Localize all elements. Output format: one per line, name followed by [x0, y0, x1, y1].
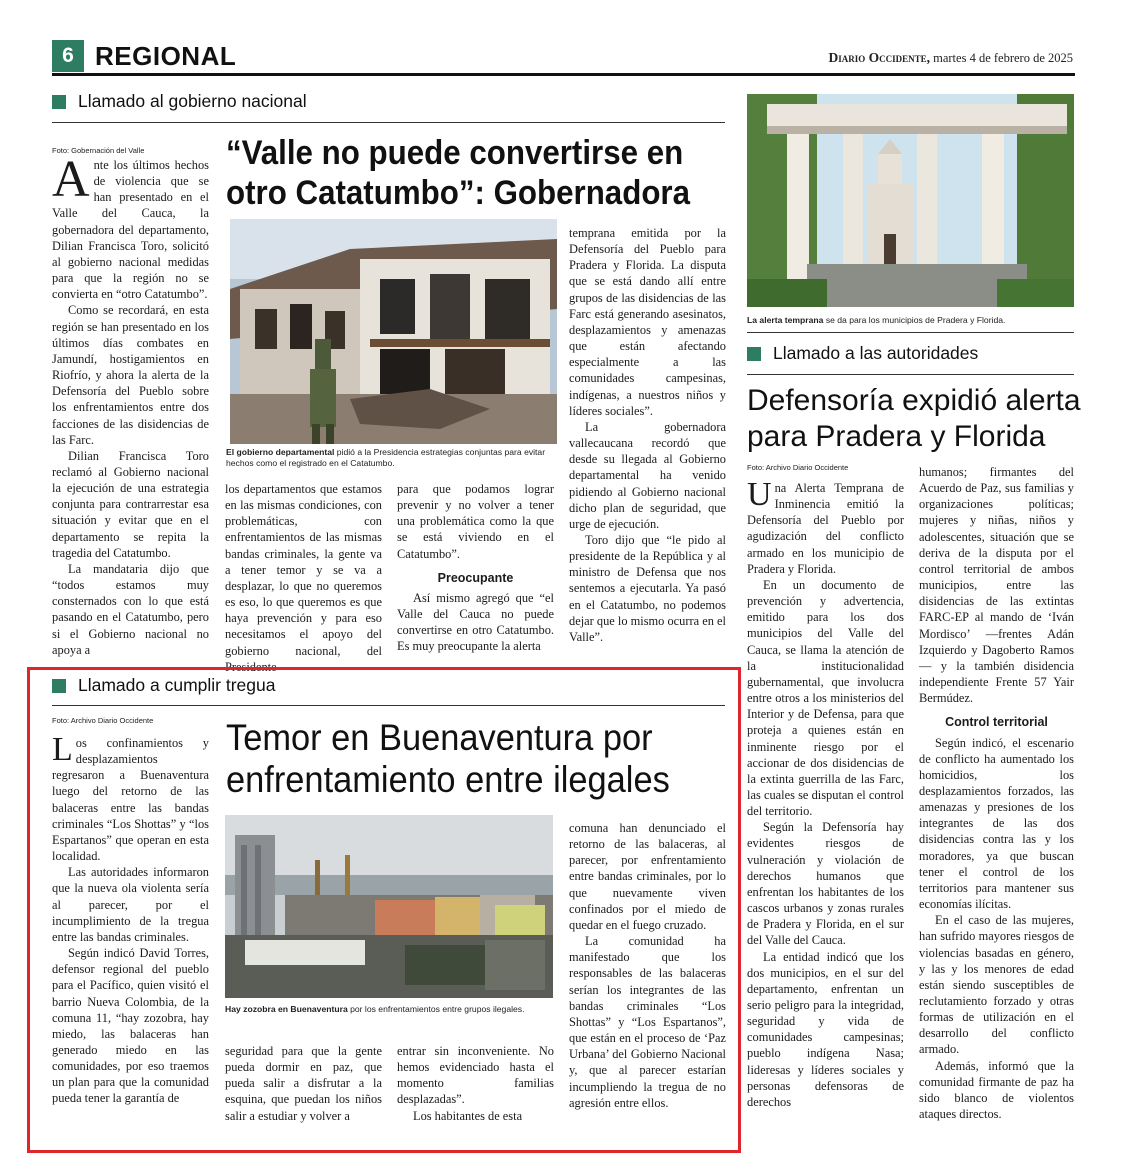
section-title: REGIONAL [95, 41, 237, 71]
paragraph: Los habitantes de esta [413, 1108, 523, 1123]
headline-line: otro Catatumbo”: Gobernadora [226, 174, 690, 212]
article3-column-3 [397, 1043, 554, 1135]
paragraph: Así mismo agregó que “el Valle del Cauca no puede convertirse en otro Catatumbo. Es muy preocupante la alerta [397, 590, 554, 654]
caption-text: por los enfrentamientos entre grupos ilegales. [350, 1004, 525, 1014]
caption-text: pidió a la Presidencia estrategias conjuntas para evitar hechos como el registrado en el Catatumbo. [226, 447, 546, 468]
paragraph [52, 731, 209, 864]
headline-line: para Pradera y Florida [747, 420, 1046, 453]
kicker-label: Llamado al gobierno nacional [78, 91, 307, 111]
article3-column-2 [225, 1043, 382, 1135]
header-rule [52, 73, 1075, 76]
photo-credit: Foto: Gobernación del Valle [52, 146, 145, 155]
paragraph: entrar sin inconveniente. No hemos evidenciado hasta el momento familias desplazadas”. [397, 1044, 554, 1107]
paragraph: seguridad para que la gente pueda dormir en paz, que pueda salir a disfrutar a la esquina, que puedan los niños salir a estudiar y volver a [225, 1044, 382, 1123]
paragraph: La mandataria dijo que “todos estamos muy consternados con lo que está pasando en el Catatumbo, pero si el Gobierno nacional no apoya a [52, 561, 209, 657]
paragraph: Como se recordará, en esta región se han presentado en los últimos días combates en Jamundí, hostigamientos en Riofrío, y ahora la alerta de la Defensoría del Pueblo sobre los enfrentamientos entre dos facciones de las disidencias de las Farc. [52, 303, 209, 447]
paragraph: Según la Defensoría hay evidentes riesgos de vulneración y violación de derechos humanos que enfrentan los habitantes de los cascos urbanos y zonas rurales de Pradera y Florida, en el sur del Valle del Cauca. [747, 820, 904, 948]
headline-line: enfrentamiento entre ilegales [226, 759, 670, 800]
photo-credit: Foto: Archivo Diario Occidente [747, 463, 849, 472]
drop-cap: A [52, 151, 90, 208]
paragraph: Además, informó que la comunidad firmante de paz ha sido blanco de violentos ataques directos. [919, 1058, 1074, 1122]
paragraph [52, 151, 209, 302]
article1-column-2 [225, 481, 382, 674]
article1-column-1 [52, 151, 209, 665]
kicker-rule [52, 705, 725, 706]
paragraph-text: os confinamientos y desplazamientos regresaron a Buenaventura luego del retorno de las balaceras entre las bandas criminales “Los Shottas” y “los Espartanos” que operan en esta localidad. [52, 736, 209, 864]
kicker-rule [52, 122, 725, 123]
paragraph: Según indicó, el escenario de conflicto ha aumentado los homicidios, los desplazamientos forzados, las amenazas y presiones de los integrantes de las dos disidencias contra las y los moradores, ya que buscan tener el control de los territorios para mantener sus economías ilícitas. [919, 735, 1074, 912]
article2-column-1 [747, 476, 904, 1130]
paragraph: los departamentos que estamos en las mismas condiciones, con problemáticas, con enfrentamientos de las mismas bandas criminales, la gente va a tener temor y se va a desplazar, lo que no queremos es eso, lo que queremos es que haya prevención y para eso necesitamos el apoyo del gobierno nacional, del Presidente [225, 482, 382, 674]
kicker-article2 [747, 343, 978, 364]
paragraph: La comunidad ha manifestado que los responsables de las balaceras serían los integrantes de las bandas criminales “Los Shottas” y “Los Espartanos”, que están en el proceso de ‘Paz Urbana’ del Gobierno Nacional y, que al parecer estarían incumpliendo la tregua de no agresión entre ellos. [569, 934, 726, 1110]
caption-rule [747, 332, 1074, 333]
article2-photo [747, 94, 1074, 307]
paragraph: para que podamos lograr prevenir y no volver a tener una problemática como la que se está viviendo en el Catatumbo”. [397, 482, 554, 561]
article3-column-4 [569, 820, 726, 1135]
article1-column-4 [569, 225, 726, 665]
kicker-rule [747, 374, 1074, 375]
paragraph-text: nte los últimos hechos de violencia que se han presentado en el Valle del Cauca, la gobernadora del departamento, Dilian Francisca Toro, solicitó al gobierno nacional medidas para que la región no se convierta en “otro Catatumbo”. [52, 158, 209, 302]
newspaper-name: Diario Occidente, [828, 50, 930, 65]
paragraph-text: na Alerta Temprana de Inminencia emitió la Defensoría del Pueblo por agudización del conflicto armado en los municipio de Pradera y Florida. [747, 481, 904, 576]
kicker-article3 [52, 675, 275, 696]
paragraph: Según indicó David Torres, defensor regional del pueblo para el Pacífico, quien visitó el barrio Nueva Colombia, de la comuna 11, “hay zozobra, hay miedo, las balaceras han generado miedo en las comunidades, por eso traemos un plan para que la comunidad pueda tener la garantía de [52, 946, 209, 1106]
article2-headline [747, 383, 1081, 455]
paragraph: Dilian Francisca Toro reclamó al Gobierno nacional la ejecución de una estrategia conjunta para contrarrestar esa situación y evitar que en el departamento se repita la tragedia del Catatumbo. [52, 448, 209, 560]
paragraph [747, 476, 904, 577]
drop-cap: L [52, 731, 73, 768]
article3-column-1 [52, 731, 209, 1135]
caption-text: se da para los municipios de Pradera y Florida. [825, 315, 1006, 325]
paragraph: Las autoridades informaron que la nueva ola violenta sería al parecer, por el incumplimiento de la tregua entre las bandas criminales. [52, 865, 209, 944]
issue-date: martes 4 de febrero de 2025 [933, 51, 1073, 65]
caption-bold: El gobierno departamental [226, 447, 335, 457]
article1-column-3 [397, 481, 554, 665]
kicker-square [52, 679, 66, 693]
subheading: Control territorial [945, 715, 1048, 730]
kicker-article1 [52, 91, 307, 112]
masthead [828, 50, 1073, 66]
paragraph: temprana emitida por la Defensoría del Pueblo para Pradera y Florida. La disputa que se está dando allí entre grupos de las disidencias de las Farc está generando asesinatos, desplazamientos y amenazas que están afectando especialmente a las comunidades campesinas, indígenas, a nuestros niños y líderes sociales”. [569, 226, 726, 418]
kicker-square [747, 347, 761, 361]
drop-cap: U [747, 476, 772, 513]
article3-headline [226, 717, 691, 801]
kicker-square [52, 95, 66, 109]
kicker-label: Llamado a las autoridades [773, 343, 979, 363]
photo-credit: Foto: Archivo Diario Occidente [52, 716, 154, 725]
headline-line: Defensoría expidió alerta [747, 384, 1081, 417]
caption-bold: La alerta temprana [747, 315, 824, 325]
article1-caption [226, 447, 559, 469]
article2-photo-caption [747, 315, 1077, 326]
article1-headline [226, 133, 690, 213]
subheading: Preocupante [437, 570, 514, 585]
paragraph: comuna han denunciado el retorno de las balaceras, al parecer, por enfrentamiento entre bandas criminales, por lo que nuevamente viven confinados por el miedo de quedar en el fuego cruzado. [569, 821, 726, 932]
kicker-label: Llamado a cumplir tregua [78, 675, 276, 695]
paragraph: humanos; firmantes del Acuerdo de Paz, sus familias y organizaciones políticas; mujeres y niñas, niños y adolescentes, situación que se deriva de la disputa por el control territorial de ambos municipios, entre las disidencias de las extintas FARC-EP al mando de ‘Iván Mordisco’ —frentes Adán Izquierdo y Dagoberto Ramos— y la también disidencia independiente Frente 57 Yair Bermúdez. [919, 465, 1074, 706]
paragraph: La gobernadora vallecaucana recordó que desde su llegada al Gobierno departamental ha venido pidiendo al Gobierno nacional dicho plan de seguridad, que urge de ejecución. [569, 419, 726, 531]
paragraph: En un documento de prevención y advertencia, emitido para los dos municipios del Valle del Cauca, se llama la atención de la institucionalidad gubernamental, que involucra entre otros a los ministerios del Interior y de Defensa, para que proteja a quienes están en inminente riesgo por el accionar de dos disidencias de la extinta guerrilla de las Farc, las cuales se disputan el control del territorio. [747, 577, 904, 819]
headline-line: Temor en Buenaventura por [226, 717, 653, 758]
headline-line: “Valle no puede convertirse en [226, 134, 684, 172]
article2-column-2 [919, 464, 1074, 1130]
paragraph: La entidad indicó que los dos municipios, en el sur del departamento, enfrentan un serio peligro para la integridad, seguridad y vida de comunidades campesinas; pueblo indígena Nasa; lideresas y líderes sociales y personas defensoras de derechos [747, 949, 904, 1109]
article1-photo [230, 219, 557, 444]
article3-caption [225, 1004, 555, 1015]
article3-photo [225, 815, 553, 998]
page-number: 6 [52, 40, 84, 72]
paragraph: Toro dijo que “le pido al presidente de la República y al ministro de Defensa que nos sentemos a ejecutarla. Ya pasó en el Catatumbo, no podemos dejar que lo mismo ocurra en el Valle”. [569, 532, 726, 644]
caption-bold: Hay zozobra en Buenaventura [225, 1004, 348, 1014]
paragraph: En el caso de las mujeres, han sufrido mayores riesgos de violencias basadas en género, y las y los menores de edad están siendo susceptibles de reclutamiento forzado y otras formas de utilización en el desarrollo del conflicto armado. [919, 913, 1074, 1057]
